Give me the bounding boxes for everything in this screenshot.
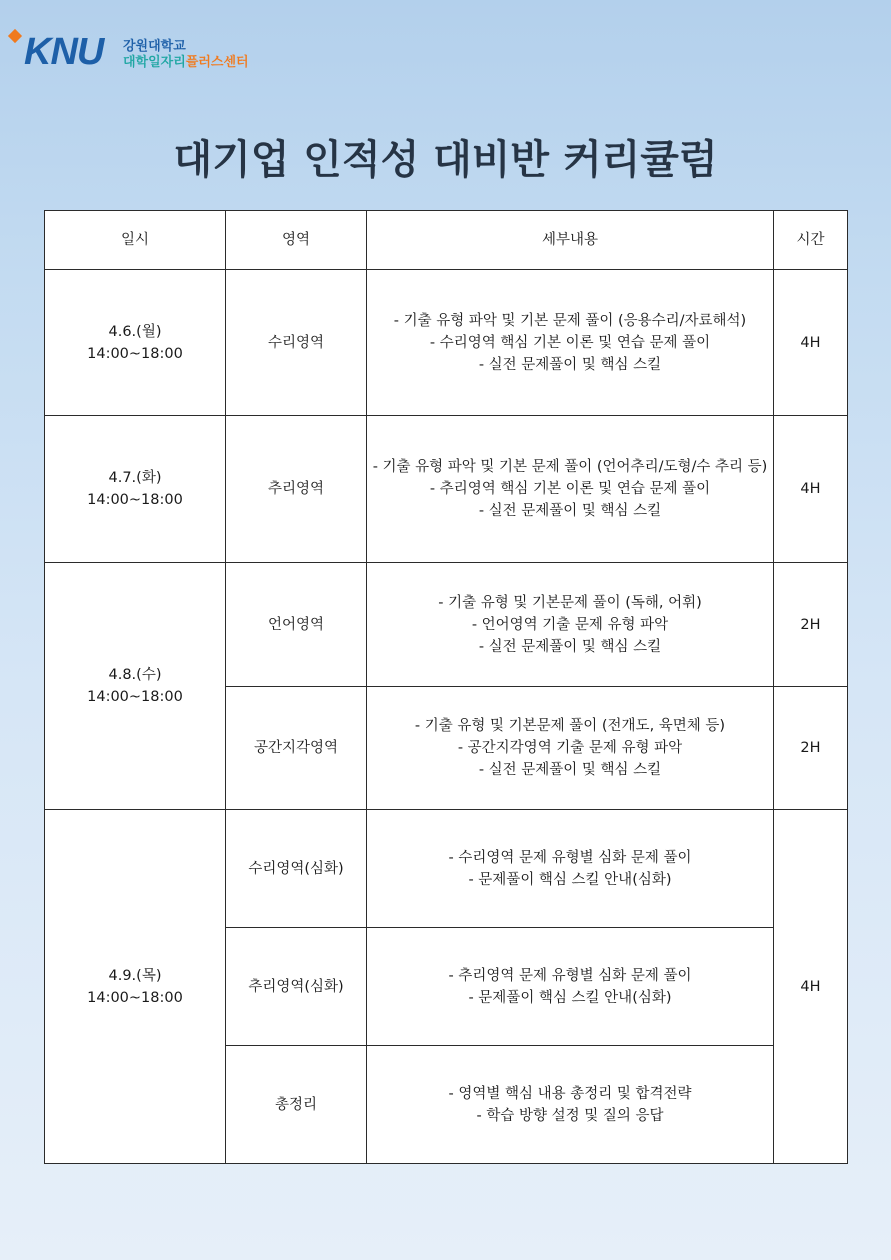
area-cell: 공간지각영역 <box>226 687 367 810</box>
date-cell: 4.7.(화) 14:00~18:00 <box>45 416 226 563</box>
header-hours: 시간 <box>774 211 848 270</box>
logo-diamond-icon <box>8 29 22 43</box>
hours-cell: 4H <box>774 416 848 563</box>
date-cell: 4.9.(목) 14:00~18:00 <box>45 810 226 1164</box>
area-cell: 수리영역 <box>226 270 367 416</box>
logo-university: 강원대학교 <box>123 39 186 54</box>
area-cell: 총정리 <box>226 1046 367 1164</box>
details-cell: - 기출 유형 파악 및 기본 문제 풀이 (언어추리/도형/수 추리 등) - 추리영역 핵심 기본 이론 및 연습 문제 풀이 - 실전 문제풀이 및 핵심 스킬 <box>367 416 774 563</box>
details-cell: - 기출 유형 및 기본문제 풀이 (전개도, 육면체 등) - 공간지각영역 기출 문제 유형 파악 - 실전 문제풀이 및 핵심 스킬 <box>367 687 774 810</box>
table-row <box>45 270 848 416</box>
table-row <box>45 563 848 687</box>
date-cell: 4.6.(월) 14:00~18:00 <box>45 270 226 416</box>
table-row <box>45 810 848 928</box>
hours-cell: 2H <box>774 563 848 687</box>
table-row <box>45 416 848 563</box>
table-header-row <box>45 211 848 270</box>
logo-brand: KNU <box>24 31 104 73</box>
logo-center: 대학일자리플러스센터 <box>123 55 249 70</box>
header-area: 영역 <box>226 211 367 270</box>
area-cell: 언어영역 <box>226 563 367 687</box>
area-cell: 추리영역 <box>226 416 367 563</box>
area-cell: 추리영역(심화) <box>226 928 367 1046</box>
hours-cell: 4H <box>774 270 848 416</box>
details-cell: - 추리영역 문제 유형별 심화 문제 풀이 - 문제풀이 핵심 스킬 안내(심화) <box>367 928 774 1046</box>
knu-logo <box>10 30 270 76</box>
curriculum-table <box>44 210 848 1164</box>
details-cell: - 기출 유형 파악 및 기본 문제 풀이 (응용수리/자료해석) - 수리영역 핵심 기본 이론 및 연습 문제 풀이 - 실전 문제풀이 및 핵심 스킬 <box>367 270 774 416</box>
area-cell: 수리영역(심화) <box>226 810 367 928</box>
header-date: 일시 <box>45 211 226 270</box>
page-title: 대기업 인적성 대비반 커리큘럼 <box>173 137 718 183</box>
details-cell: - 수리영역 문제 유형별 심화 문제 풀이 - 문제풀이 핵심 스킬 안내(심화) <box>367 810 774 928</box>
hours-cell: 2H <box>774 687 848 810</box>
details-cell: - 영역별 핵심 내용 총정리 및 합격전략 - 학습 방향 설정 및 질의 응답 <box>367 1046 774 1164</box>
logo-subtitle <box>123 39 249 71</box>
date-cell: 4.8.(수) 14:00~18:00 <box>45 563 226 810</box>
hours-cell: 4H <box>774 810 848 1164</box>
header-details: 세부내용 <box>367 211 774 270</box>
details-cell: - 기출 유형 및 기본문제 풀이 (독해, 어휘) - 언어영역 기출 문제 유형 파악 - 실전 문제풀이 및 핵심 스킬 <box>367 563 774 687</box>
